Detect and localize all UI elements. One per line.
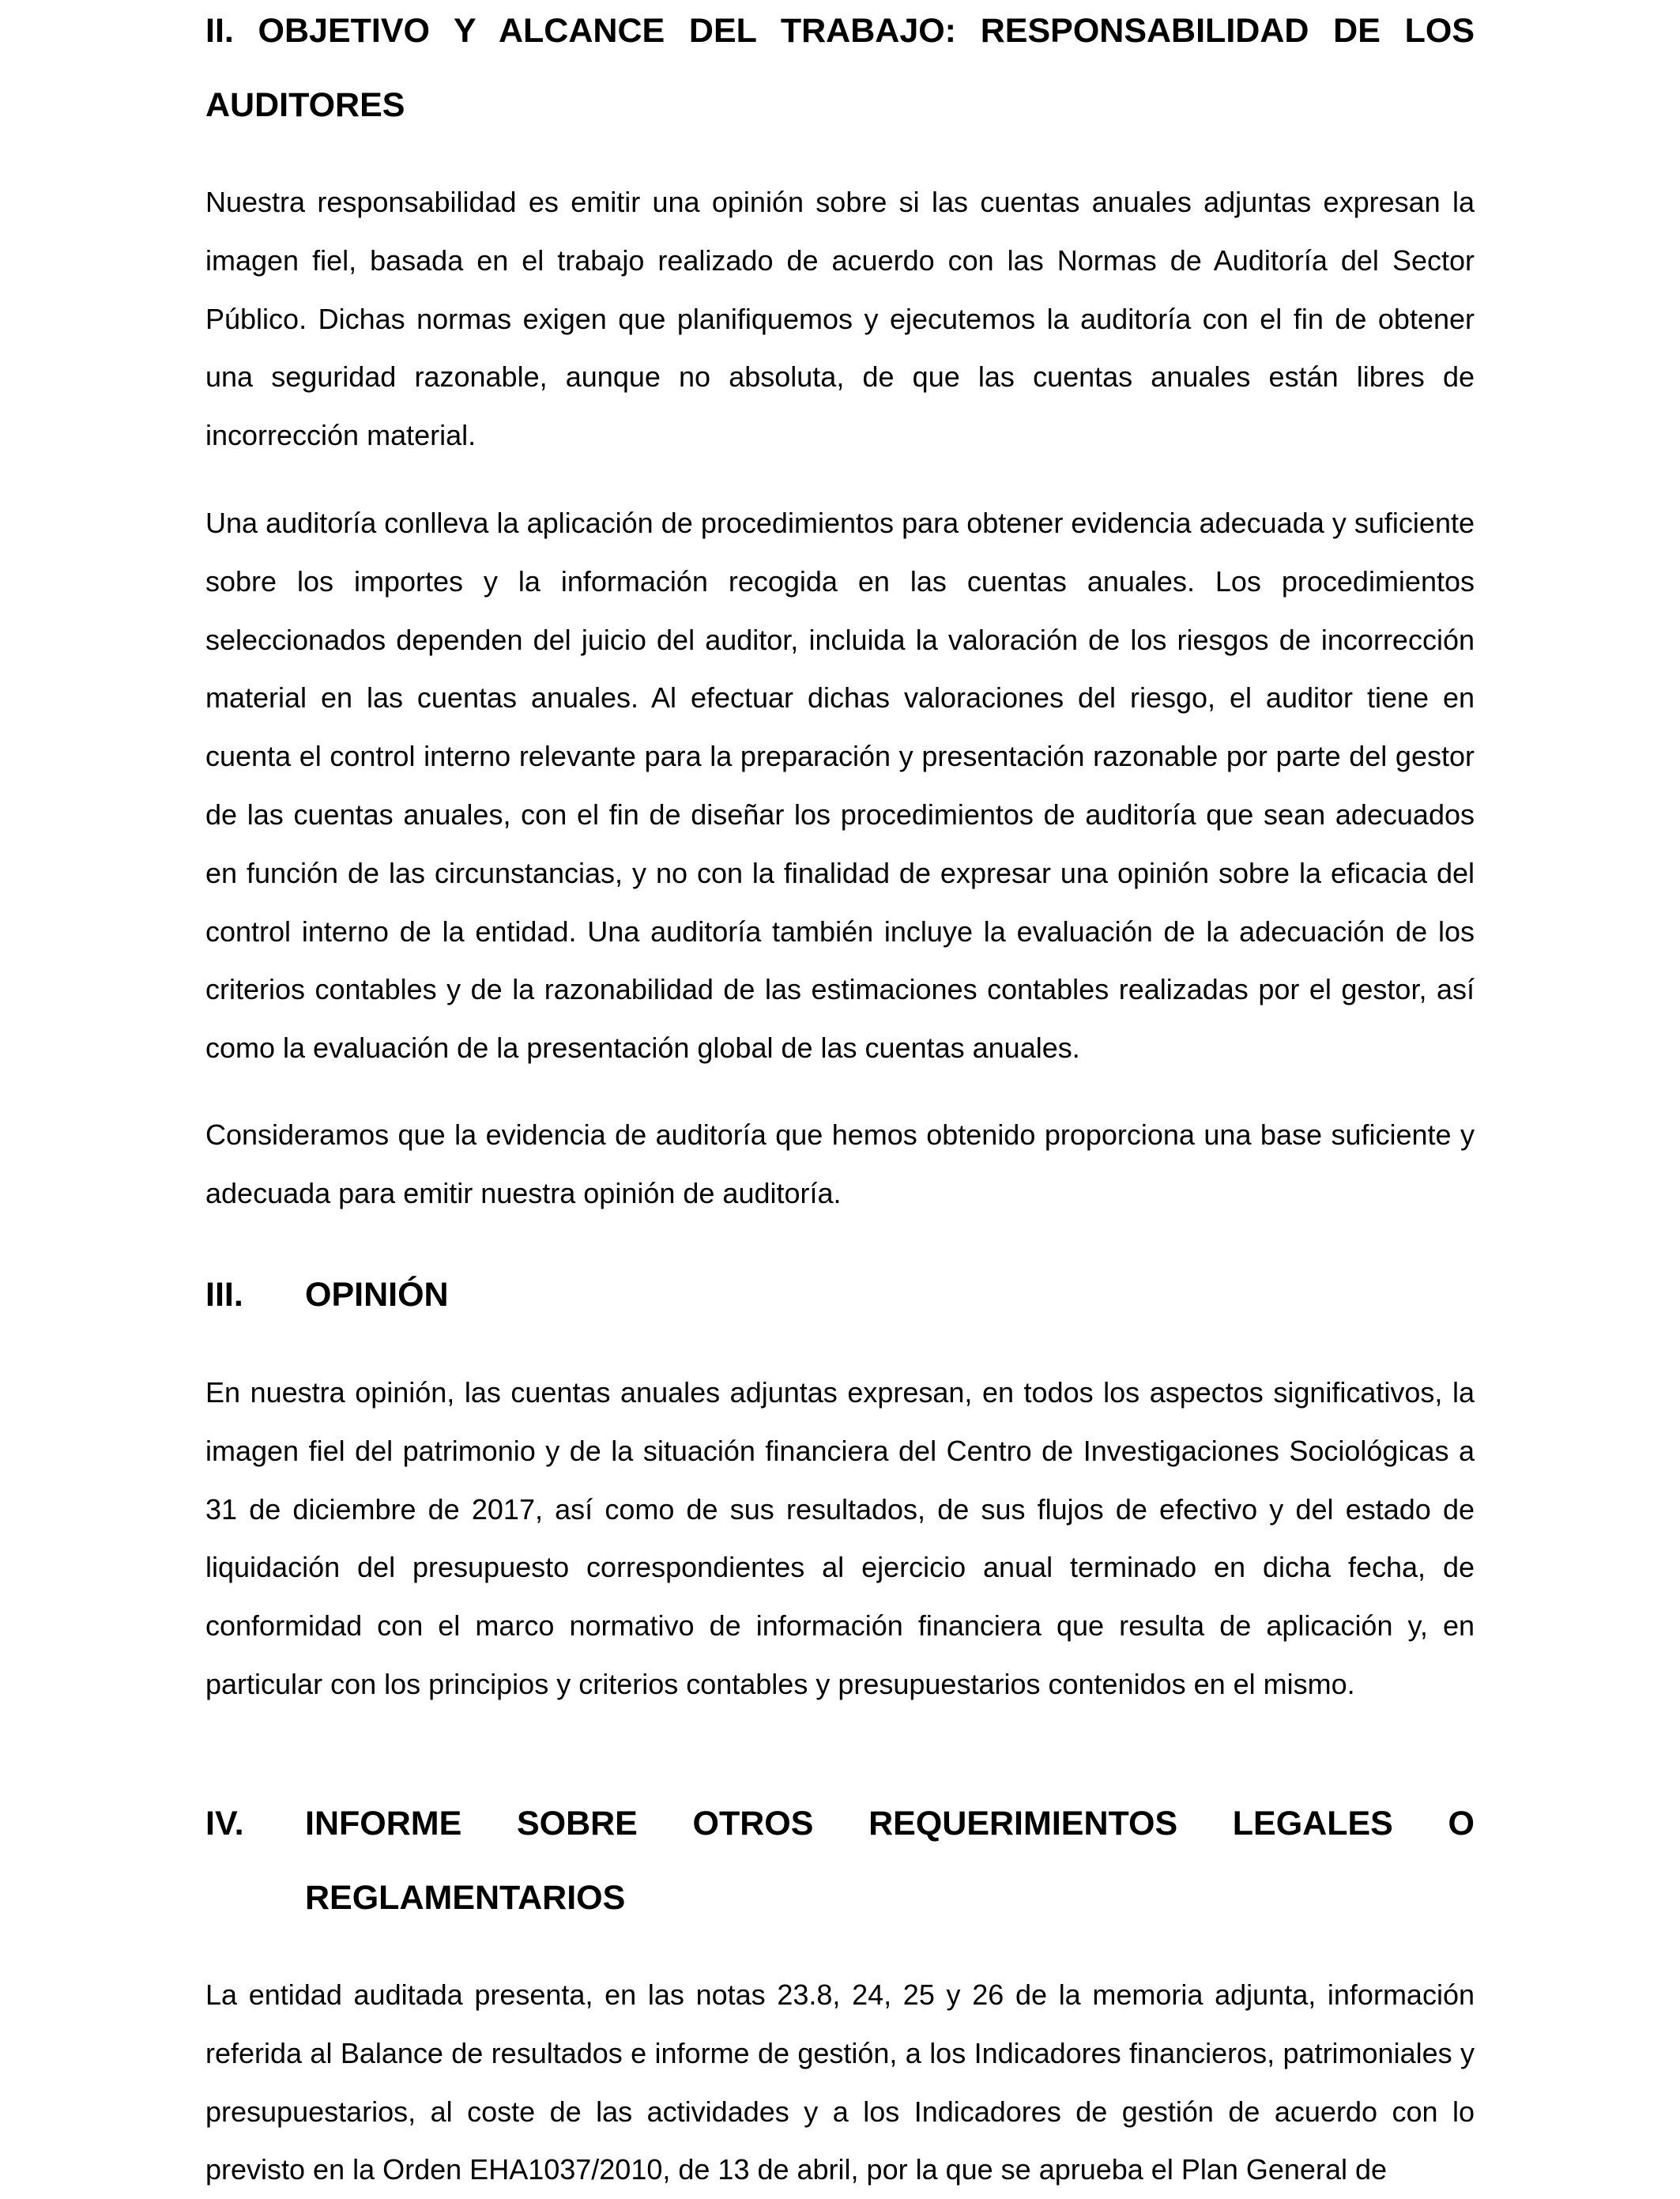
- section-ii-heading: II. OBJETIVO Y ALCANCE DEL TRABAJO: RESPONSABILIDAD DE LOS AUDITORES: [205, 12, 1475, 124]
- section-iii-heading: [205, 1258, 1475, 1332]
- section-iv-heading: [205, 1786, 1475, 1935]
- section-iv-paragraph-1: La entidad auditada presenta, en las notas 23.8, 24, 25 y 26 de la memoria adjunta, información referida al Balance de resultados e informe de gestión, a los Indicadores financieros, patrimoniales y presupuestarios, al coste de las actividades y a los Indicadores de gestión de acuerdo con lo previsto en la Orden EHA1037/2010, de 13 de abril, por la que se aprueba el Plan General de: [205, 1978, 1475, 2186]
- section-ii-paragraph-3: Consideramos que la evidencia de auditoría que hemos obtenido proporciona una base suficiente y adecuada para emitir nuestra opinión de auditoría.: [205, 1118, 1475, 1209]
- section-ii-paragraph-1: Nuestra responsabilidad es emitir una opinión sobre si las cuentas anuales adjuntas expresan la imagen fiel, basada en el trabajo realizado de acuerdo con las Normas de Auditoría del Sector Público. Dichas normas exigen que planifiquemos y ejecutemos la auditoría con el fin de obtener una seguridad razonable, aunque no absoluta, de que las cuentas anuales están libres de incorrección material.: [205, 186, 1475, 452]
- section-ii-paragraph-2: Una auditoría conlleva la aplicación de procedimientos para obtener evidencia adecuada y suficiente sobre los importes y la información recogida en las cuentas anuales. Los procedimientos seleccionados dependen del juicio del auditor, incluida la valoración de los riesgos de incorrección material en las cuentas anuales. Al efectuar dichas valoraciones del riesgo, el auditor tiene en cuenta el control interno relevante para la preparación y presentación razonable por parte del gestor de las cuentas anuales, con el fin de diseñar los procedimientos de auditoría que sean adecuados en función de las circunstancias, y no con la finalidad de expresar una opinión sobre la eficacia del control interno de la entidad. Una auditoría también incluye la evaluación de la adecuación de los criterios contables y de la razonabilidad de las estimaciones contables realizadas por el gestor, así como la evaluación de la presentación global de las cuentas anuales.: [205, 507, 1475, 1065]
- section-iv-title: INFORME SOBRE OTROS REQUERIMIENTOS LEGALES O REGLAMENTARIOS: [305, 1805, 1475, 1917]
- section-iv-number: IV.: [205, 1805, 244, 1843]
- section-iii-number: III.: [205, 1276, 243, 1314]
- section-iii-title: OPINIÓN: [305, 1276, 449, 1314]
- section-iii-paragraph-1: En nuestra opinión, las cuentas anuales adjuntas expresan, en todos los aspectos significativos, la imagen fiel del patrimonio y de la situación financiera del Centro de Investigaciones Sociológicas a 31 de diciembre de 2017, así como de sus resultados, de sus flujos de efectivo y del estado de liquidación del presupuesto correspondientes al ejercicio anual terminado en dicha fecha, de conformidad con el marco normativo de información financiera que resulta de aplicación y, en particular con los principios y criterios contables y presupuestarios contenidos en el mismo.: [205, 1376, 1475, 1700]
